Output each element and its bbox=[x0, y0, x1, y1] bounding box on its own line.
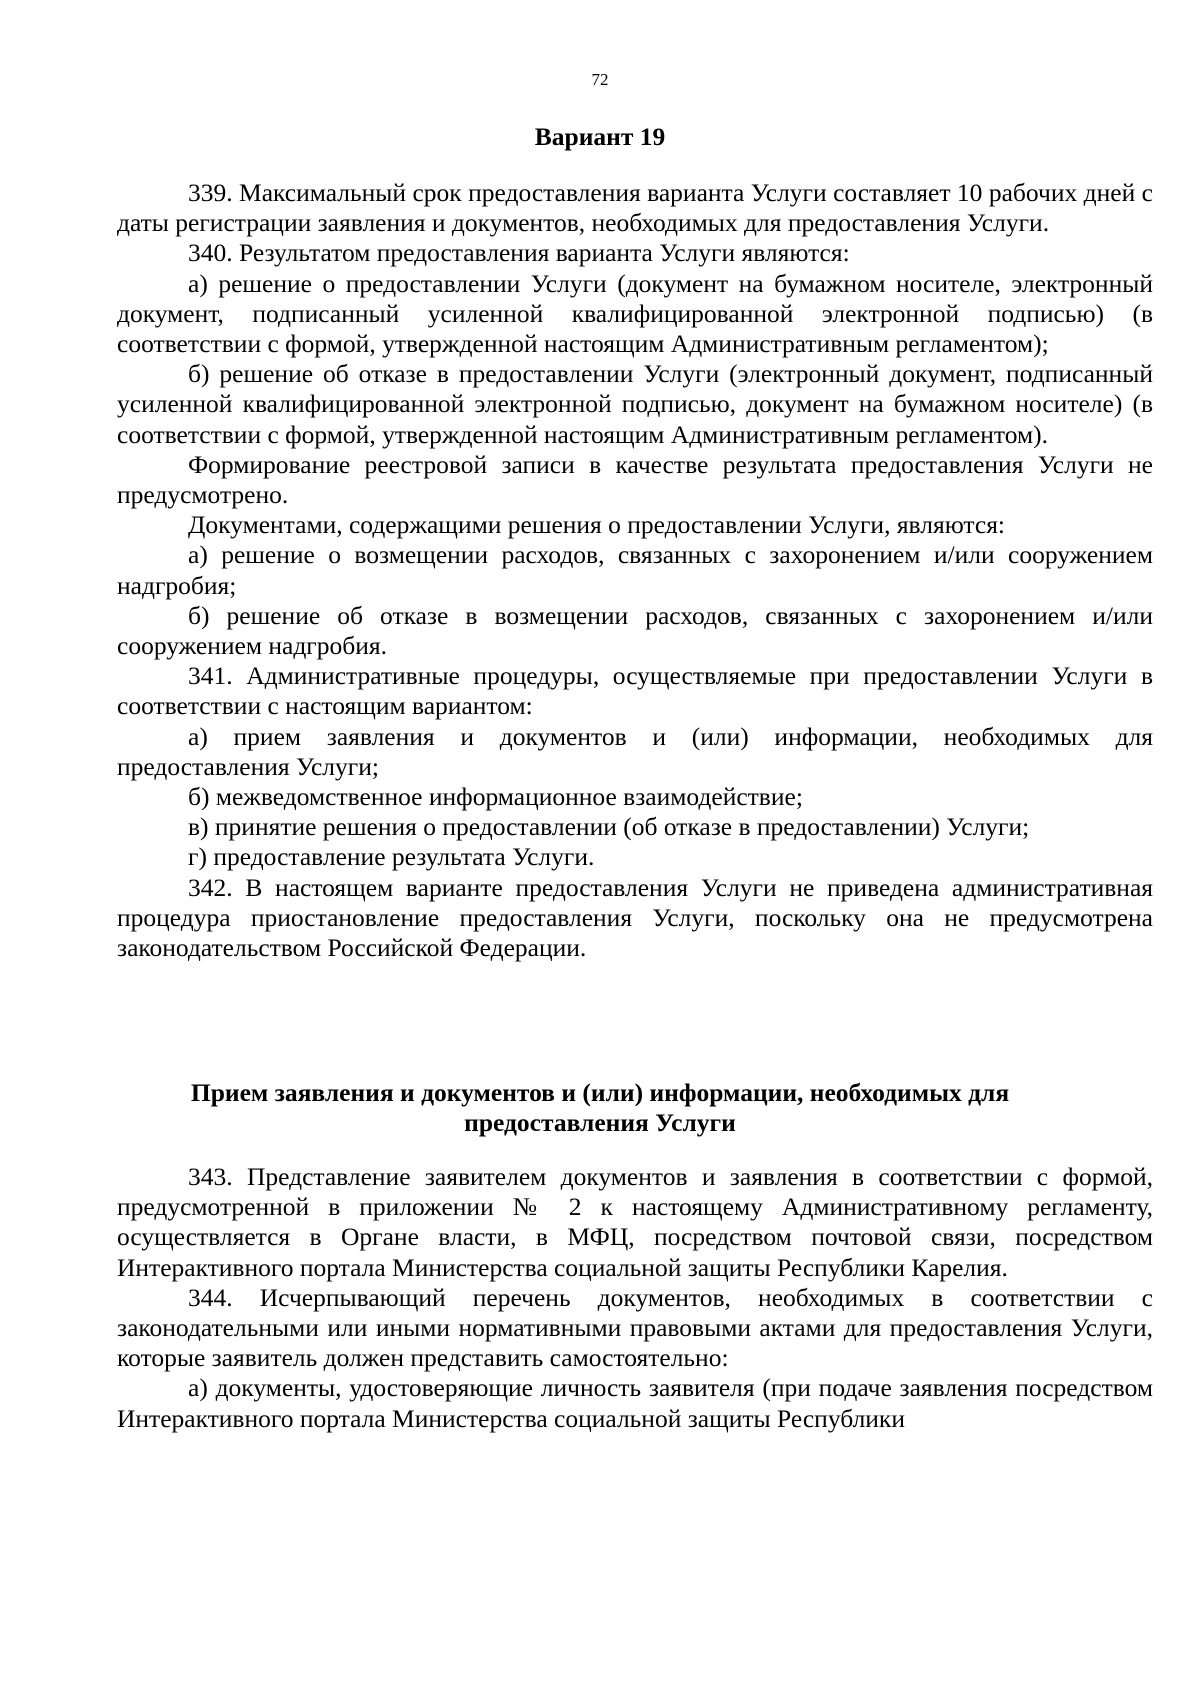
paragraph-decision-item-a: а) решение о возмещении расходов, связанных с захоронением и/или сооружением надгробия; bbox=[117, 540, 1153, 600]
body-text-block-1 bbox=[117, 178, 1153, 963]
paragraph-registry-note: Формирование реестровой записи в качестве результата предоставления Услуги не предусмотрено. bbox=[117, 449, 1153, 510]
paragraph-decision-item-b: б) решение об отказе в возмещении расходов, связанных с захоронением и/или сооружением надгробия. bbox=[117, 600, 1153, 661]
paragraph-341-item-a: а) прием заявления и документов и (или) информации, необходимых для предоставления Услуги; bbox=[117, 721, 1153, 781]
section-title: Прием заявления и документов и (или) информации, необходимых для предоставления Услуги bbox=[190, 1078, 1010, 1138]
paragraph-341-item-b: б) межведомственное информационное взаимодействие; bbox=[188, 782, 803, 812]
body-text-block-2 bbox=[117, 1162, 1153, 1434]
paragraph-340-item-a: а) решение о предоставлении Услуги (документ на бумажном носителе, электронный документ, подписанный усиленной квалифицированной электронной подписью) (в соответствии с формой, утвержденной настоящим Административным регламентом); bbox=[117, 268, 1153, 359]
page-number: 72 bbox=[591, 70, 609, 89]
variant-title: Вариант 19 bbox=[534, 122, 666, 151]
paragraph-341-item-v: в) принятие решения о предоставлении (об отказе в предоставлении) Услуги; bbox=[188, 812, 1030, 842]
paragraph-339: 339. Максимальный срок предоставления варианта Услуги составляет 10 рабочих дней с даты регистрации заявления и документов, необходимых для предоставления Услуги. bbox=[117, 178, 1153, 238]
paragraph-344-item-a: а) документы, удостоверяющие личность заявителя (при подаче заявления посредством Интерактивного портала Министерства социальной защиты Республики bbox=[117, 1373, 1153, 1433]
paragraph-344: 344. Исчерпывающий перечень документов, необходимых в соответствии с законодательными или иными нормативными правовыми актами для предоставления Услуги, которые заявитель должен представить самостоятельно: bbox=[117, 1282, 1153, 1373]
paragraph-341: 341. Административные процедуры, осуществляемые при предоставлении Услуги в соответствии с настоящим вариантом: bbox=[117, 661, 1153, 721]
paragraph-341-item-g: г) предоставление результата Услуги. bbox=[188, 842, 595, 872]
paragraph-340-item-b: б) решение об отказе в предоставлении Услуги (электронный документ, подписанный усиленной квалифицированной электронной подписью, документ на бумажном носителе) (в соответствии с формой, утвержденной настоящим Административным регламентом). bbox=[117, 359, 1153, 449]
paragraph-343: 343. Представление заявителем документов и заявления в соответствии с формой, предусмотренной в приложении № 2 к настоящему Административному регламенту, осуществляется в Органе власти, в МФЦ, посредством почтовой связи, посредством Интерактивного портала Министерства социальной защиты Республики Карелия. bbox=[117, 1162, 1153, 1282]
paragraph-342: 342. В настоящем варианте предоставления Услуги не приведена административная процедура приостановление предоставления Услуги, поскольку она не предусмотрена законодательством Российской Федерации. bbox=[117, 872, 1153, 963]
paragraph-340: 340. Результатом предоставления варианта Услуги являются: bbox=[188, 238, 850, 268]
paragraph-decision-documents: Документами, содержащими решения о предоставлении Услуги, являются: bbox=[188, 510, 1006, 540]
